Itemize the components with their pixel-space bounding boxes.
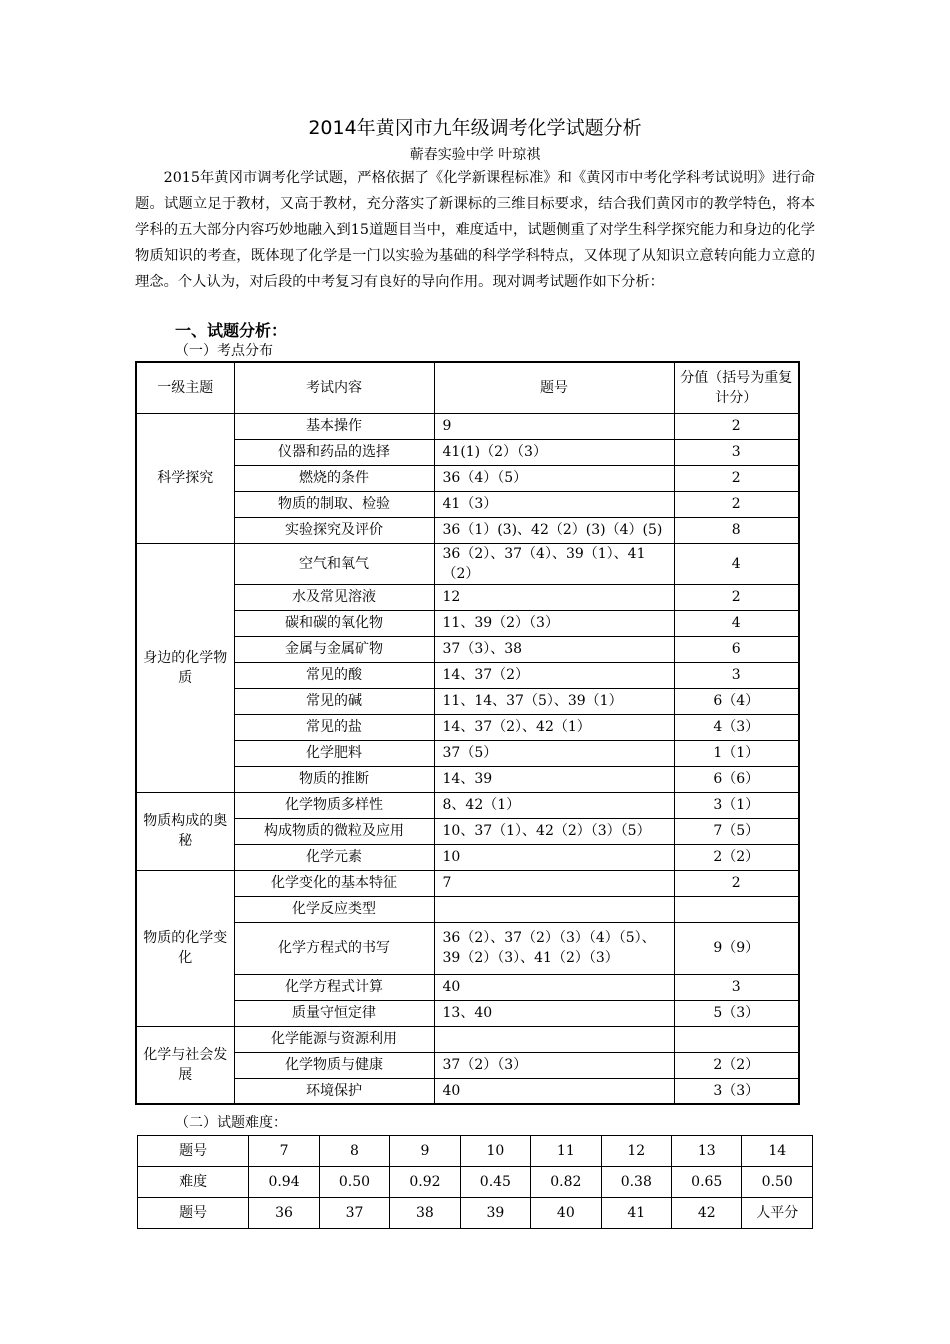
table-row [136,792,799,818]
table-row [136,714,799,740]
table-row [136,491,799,517]
score-cell: 3（1） [674,792,799,818]
content-cell: 燃烧的条件 [234,465,434,491]
question-cell: 8、42（1） [434,792,674,818]
content-cell: 实验探究及评价 [234,517,434,543]
difficulty-cell: 人平分 [742,1198,813,1229]
table-row [136,896,799,922]
difficulty-table [137,1135,813,1229]
content-cell: 水及常见溶液 [234,584,434,610]
theme-cell: 物质构成的奥秘 [136,792,234,870]
table-row [136,1052,799,1078]
question-cell: 12 [434,584,674,610]
intro-paragraph: 2015年黄冈市调考化学试题，严格依据了《化学新课程标准》和《黄冈市中考化学科考试说明》进行命题。试题立足于教材，又高于教材，充分落实了新课标的三维目标要求，结合我们黄冈市的教学特色，将本学科的五大部分内容巧妙地融入到15道题目当中，难度适中，试题侧重了对学生科学探究能力和身边的化学物质知识的考查，既体现了化学是一门以实验为基础的科学学科特点，又体现了从知识立意转向能力立意的理念。个人认为，对后段的中考复习有良好的导向作用。现对调考试题作如下分析： [135,170,815,290]
content-cell: 化学反应类型 [234,896,434,922]
topic-distribution-table [135,361,800,1105]
question-cell: 37（2）（3） [434,1052,674,1078]
difficulty-cell: 10 [460,1136,530,1167]
content-cell: 化学物质多样性 [234,792,434,818]
column-header: 考试内容 [234,362,434,413]
score-cell [674,896,799,922]
content-cell: 常见的盐 [234,714,434,740]
table-row [136,766,799,792]
difficulty-cell: 41 [601,1198,671,1229]
difficulty-cell: 0.50 [319,1167,389,1198]
table-row [136,1078,799,1104]
question-cell: 40 [434,1078,674,1104]
score-cell: 2 [674,491,799,517]
question-cell: 36（2）、37（4）、39（1）、41（2） [434,543,674,584]
content-cell: 化学肥料 [234,740,434,766]
difficulty-cell: 42 [672,1198,742,1229]
score-cell: 8 [674,517,799,543]
column-header: 一级主题 [136,362,234,413]
score-cell: 2 [674,465,799,491]
score-cell: 3 [674,662,799,688]
difficulty-row [138,1198,813,1229]
question-cell: 36（1）(3)、42（2）(3)（4）(5) [434,517,674,543]
section-heading: 一、试题分析： [175,321,288,340]
content-cell: 仪器和药品的选择 [234,439,434,465]
theme-cell: 身边的化学物质 [136,543,234,792]
question-cell: 37（5） [434,740,674,766]
content-cell: 化学物质与健康 [234,1052,434,1078]
question-cell: 41(1)（2）（3） [434,439,674,465]
score-cell: 9（9） [674,922,799,974]
question-cell: 14、37（2） [434,662,674,688]
subsection-heading-difficulty: （二）试题难度： [175,1115,287,1131]
difficulty-cell: 0.92 [390,1167,460,1198]
difficulty-row [138,1136,813,1167]
difficulty-cell: 11 [531,1136,601,1167]
content-cell: 空气和氧气 [234,543,434,584]
score-cell: 2 [674,413,799,439]
difficulty-cell: 0.50 [742,1167,813,1198]
difficulty-cell: 0.94 [249,1167,319,1198]
column-header: 分值（括号为重复计分） [674,362,799,413]
difficulty-cell: 39 [460,1198,530,1229]
score-cell: 2 [674,870,799,896]
score-cell: 5（3） [674,1000,799,1026]
score-cell: 2（2） [674,844,799,870]
difficulty-row [138,1167,813,1198]
question-cell: 37（3）、38 [434,636,674,662]
content-cell: 化学能源与资源利用 [234,1026,434,1052]
question-cell: 11、39（2）（3） [434,610,674,636]
content-cell: 环境保护 [234,1078,434,1104]
difficulty-cell: 0.38 [601,1167,671,1198]
difficulty-cell: 0.65 [672,1167,742,1198]
score-cell [674,1026,799,1052]
difficulty-cell: 40 [531,1198,601,1229]
score-cell: 6（4） [674,688,799,714]
table-row [136,517,799,543]
table-row [136,636,799,662]
difficulty-cell: 8 [319,1136,389,1167]
question-cell: 9 [434,413,674,439]
table-row [136,439,799,465]
difficulty-cell: 37 [319,1198,389,1229]
table-row [136,688,799,714]
score-cell: 2 [674,584,799,610]
score-cell: 6 [674,636,799,662]
question-cell: 13、40 [434,1000,674,1026]
question-cell: 14、39 [434,766,674,792]
table-row [136,465,799,491]
table-row [136,974,799,1000]
question-cell: 36（4）（5） [434,465,674,491]
difficulty-cell: 题号 [138,1198,249,1229]
question-cell: 36（2）、37（2）（3）（4）（5）、39（2）（3）、41（2）（3） [434,922,674,974]
column-header: 题号 [434,362,674,413]
table-row [136,870,799,896]
score-cell: 4（3） [674,714,799,740]
question-cell: 10 [434,844,674,870]
table-row [136,584,799,610]
difficulty-cell: 12 [601,1136,671,1167]
difficulty-cell: 题号 [138,1136,249,1167]
question-cell: 10、37（1）、42（2）（3）（5） [434,818,674,844]
content-cell: 基本操作 [234,413,434,439]
question-cell: 11、14、37（5）、39（1） [434,688,674,714]
content-cell: 物质的制取、检验 [234,491,434,517]
theme-cell: 科学探究 [136,413,234,543]
question-cell: 41（3） [434,491,674,517]
content-cell: 构成物质的微粒及应用 [234,818,434,844]
score-cell: 3 [674,974,799,1000]
content-cell: 化学方程式的书写 [234,922,434,974]
content-cell: 常见的酸 [234,662,434,688]
question-cell [434,1026,674,1052]
table-row [136,844,799,870]
table-header-row [136,362,799,413]
score-cell: 7（5） [674,818,799,844]
content-cell: 物质的推断 [234,766,434,792]
difficulty-cell: 14 [742,1136,813,1167]
content-cell: 化学元素 [234,844,434,870]
question-cell [434,896,674,922]
difficulty-cell: 0.45 [460,1167,530,1198]
content-cell: 金属与金属矿物 [234,636,434,662]
table-row [136,610,799,636]
table-row [136,740,799,766]
difficulty-cell: 难度 [138,1167,249,1198]
score-cell: 3（3） [674,1078,799,1104]
theme-cell: 物质的化学变化 [136,870,234,1026]
question-cell: 7 [434,870,674,896]
question-cell: 40 [434,974,674,1000]
difficulty-cell: 7 [249,1136,319,1167]
difficulty-cell: 13 [672,1136,742,1167]
question-cell: 14、37（2）、42（1） [434,714,674,740]
content-cell: 化学变化的基本特征 [234,870,434,896]
difficulty-cell: 9 [390,1136,460,1167]
difficulty-cell: 38 [390,1198,460,1229]
content-cell: 质量守恒定律 [234,1000,434,1026]
difficulty-cell: 36 [249,1198,319,1229]
table-row [136,543,799,584]
document-title: 2014年黄冈市九年级调考化学试题分析 [308,117,642,139]
content-cell: 常见的碱 [234,688,434,714]
author-line: 蕲春实验中学 叶琼祺 [409,147,541,163]
score-cell: 3 [674,439,799,465]
difficulty-cell: 0.82 [531,1167,601,1198]
table-row [136,922,799,974]
table-row [136,662,799,688]
score-cell: 4 [674,610,799,636]
score-cell: 1（1） [674,740,799,766]
table-row [136,818,799,844]
score-cell: 6（6） [674,766,799,792]
content-cell: 碳和碳的氧化物 [234,610,434,636]
table-row [136,1026,799,1052]
subsection-heading-distribution: （一）考点分布 [175,343,273,359]
score-cell: 2（2） [674,1052,799,1078]
content-cell: 化学方程式计算 [234,974,434,1000]
score-cell: 4 [674,543,799,584]
table-row [136,413,799,439]
theme-cell: 化学与社会发展 [136,1026,234,1104]
table-row [136,1000,799,1026]
